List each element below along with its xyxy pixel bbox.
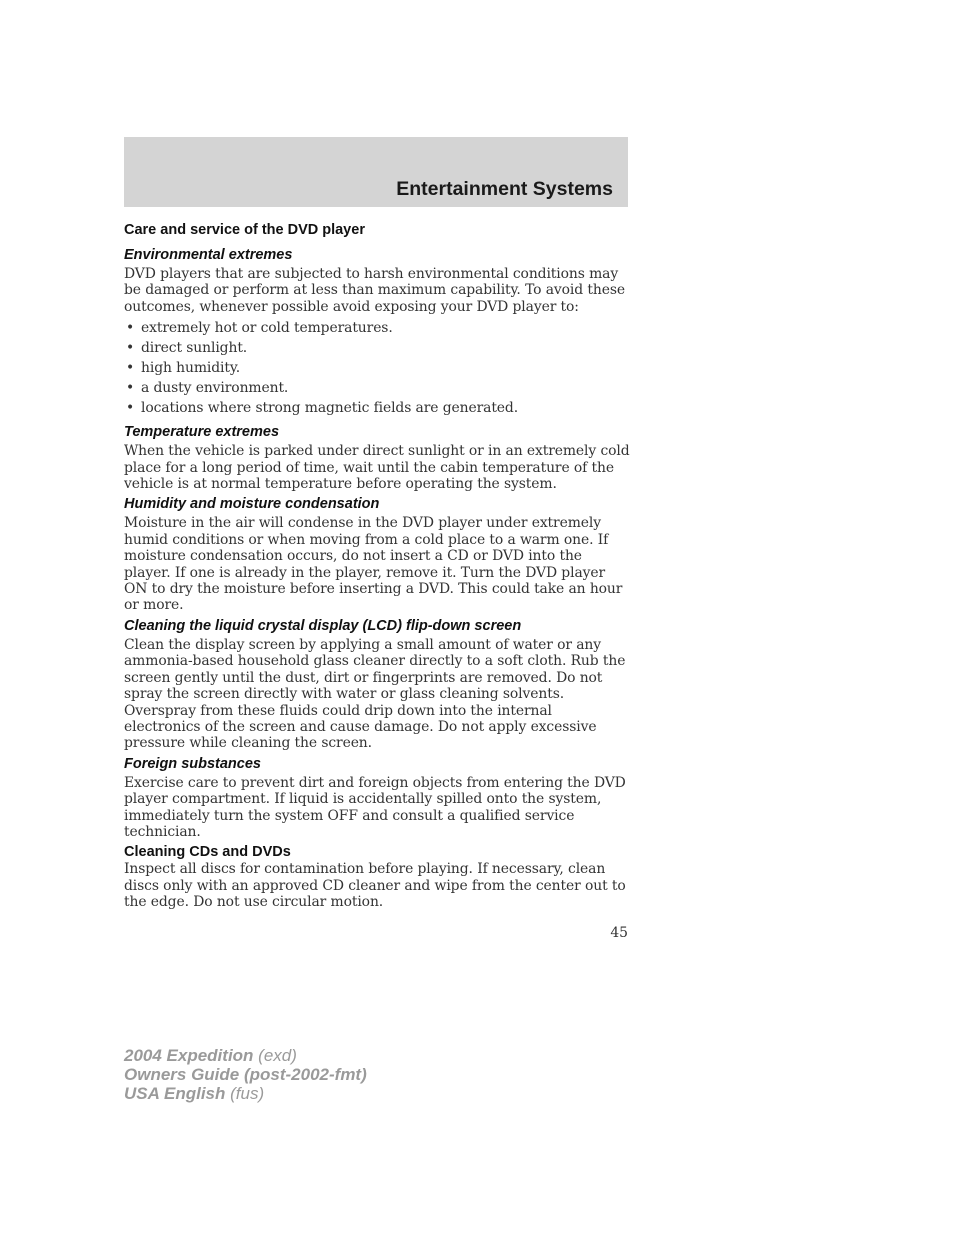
env-intro-paragraph: DVD players that are subjected to harsh environmental conditions may be damaged or perform at less than maximum capability. To avoid these outcomes, whenever possible avoid exposing your DVD player to: <box>124 266 625 315</box>
footer-line-2 <box>124 1065 367 1084</box>
list-item <box>124 358 630 378</box>
list-item <box>124 398 630 418</box>
bullet-icon: • <box>126 380 135 397</box>
lcd-heading: Cleaning the liquid crystal display (LCD) flip-down screen <box>124 617 522 634</box>
footer-language: USA English <box>124 1084 226 1103</box>
temp-paragraph: When the vehicle is parked under direct sunlight or in an extremely cold place for a long period of time, wait until the cabin temperature of the vehicle is at normal temperature before operating the system. <box>124 443 630 493</box>
footer-line-3 <box>124 1084 367 1103</box>
list-item-text: direct sunlight. <box>141 340 248 357</box>
foreign-heading: Foreign substances <box>124 755 261 772</box>
foreign-paragraph: Exercise care to prevent dirt and foreign objects from entering the DVD player compartment. If liquid is accidentally spilled onto the system, immediately turn the system OFF and consult a qualified service technician. <box>124 774 626 840</box>
humidity-paragraph: Moisture in the air will condense in the DVD player under extremely humid conditions or when moving from a cold place to a warm one. If moisture condensation occurs, do not insert a CD or DVD into the player. If one is already in the player, remove it. Turn the DVD player ON to dry the moisture before inserting a DVD. This could take an hour or more. <box>124 515 623 614</box>
footer-model-code: (exd) <box>258 1046 297 1065</box>
bullet-icon: • <box>126 340 135 357</box>
lcd-paragraph: Clean the display screen by applying a small amount of water or any ammonia-based household glass cleaner directly to a soft cloth. Rub the screen gently until the dust, dirt or fingerprints are removed. Do not spray the screen directly with water or glass cleaning solvents. Overspray from these fluids could drip down into the internal electronics of the screen and cause damage. Do not apply excessive pressure while cleaning the screen. <box>124 636 626 752</box>
footer-guide: Owners Guide (post-2002-fmt) <box>124 1065 367 1084</box>
footer-model: 2004 Expedition <box>124 1046 254 1065</box>
bullet-icon: • <box>126 320 135 337</box>
discs-paragraph: Inspect all discs for contamination before playing. If necessary, clean discs only with an approved CD cleaner and wipe from the center out to the edge. Do not use circular motion. <box>124 861 626 911</box>
bullet-icon: • <box>126 360 135 377</box>
list-item-text: locations where strong magnetic fields are generated. <box>141 400 519 417</box>
footer-language-code: (fus) <box>230 1084 265 1103</box>
env-bullet-list <box>124 318 630 418</box>
list-item <box>124 378 630 398</box>
list-item-text: high humidity. <box>141 360 241 377</box>
main-heading: Care and service of the DVD player <box>124 222 365 238</box>
list-item <box>124 318 630 338</box>
list-item <box>124 338 630 358</box>
list-item-text: extremely hot or cold temperatures. <box>141 320 393 337</box>
temp-heading: Temperature extremes <box>124 424 280 441</box>
section-header-band <box>124 137 628 207</box>
discs-heading: Cleaning CDs and DVDs <box>124 844 291 861</box>
humidity-heading: Humidity and moisture condensation <box>124 496 380 513</box>
document-footer <box>124 1046 367 1103</box>
list-item-text: a dusty environment. <box>141 380 289 397</box>
section-title: Entertainment Systems <box>396 178 613 200</box>
footer-line-1 <box>124 1046 367 1065</box>
bullet-icon: • <box>126 400 135 417</box>
page-content <box>124 221 630 914</box>
env-heading: Environmental extremes <box>124 247 293 263</box>
page-number: 45 <box>610 925 628 941</box>
